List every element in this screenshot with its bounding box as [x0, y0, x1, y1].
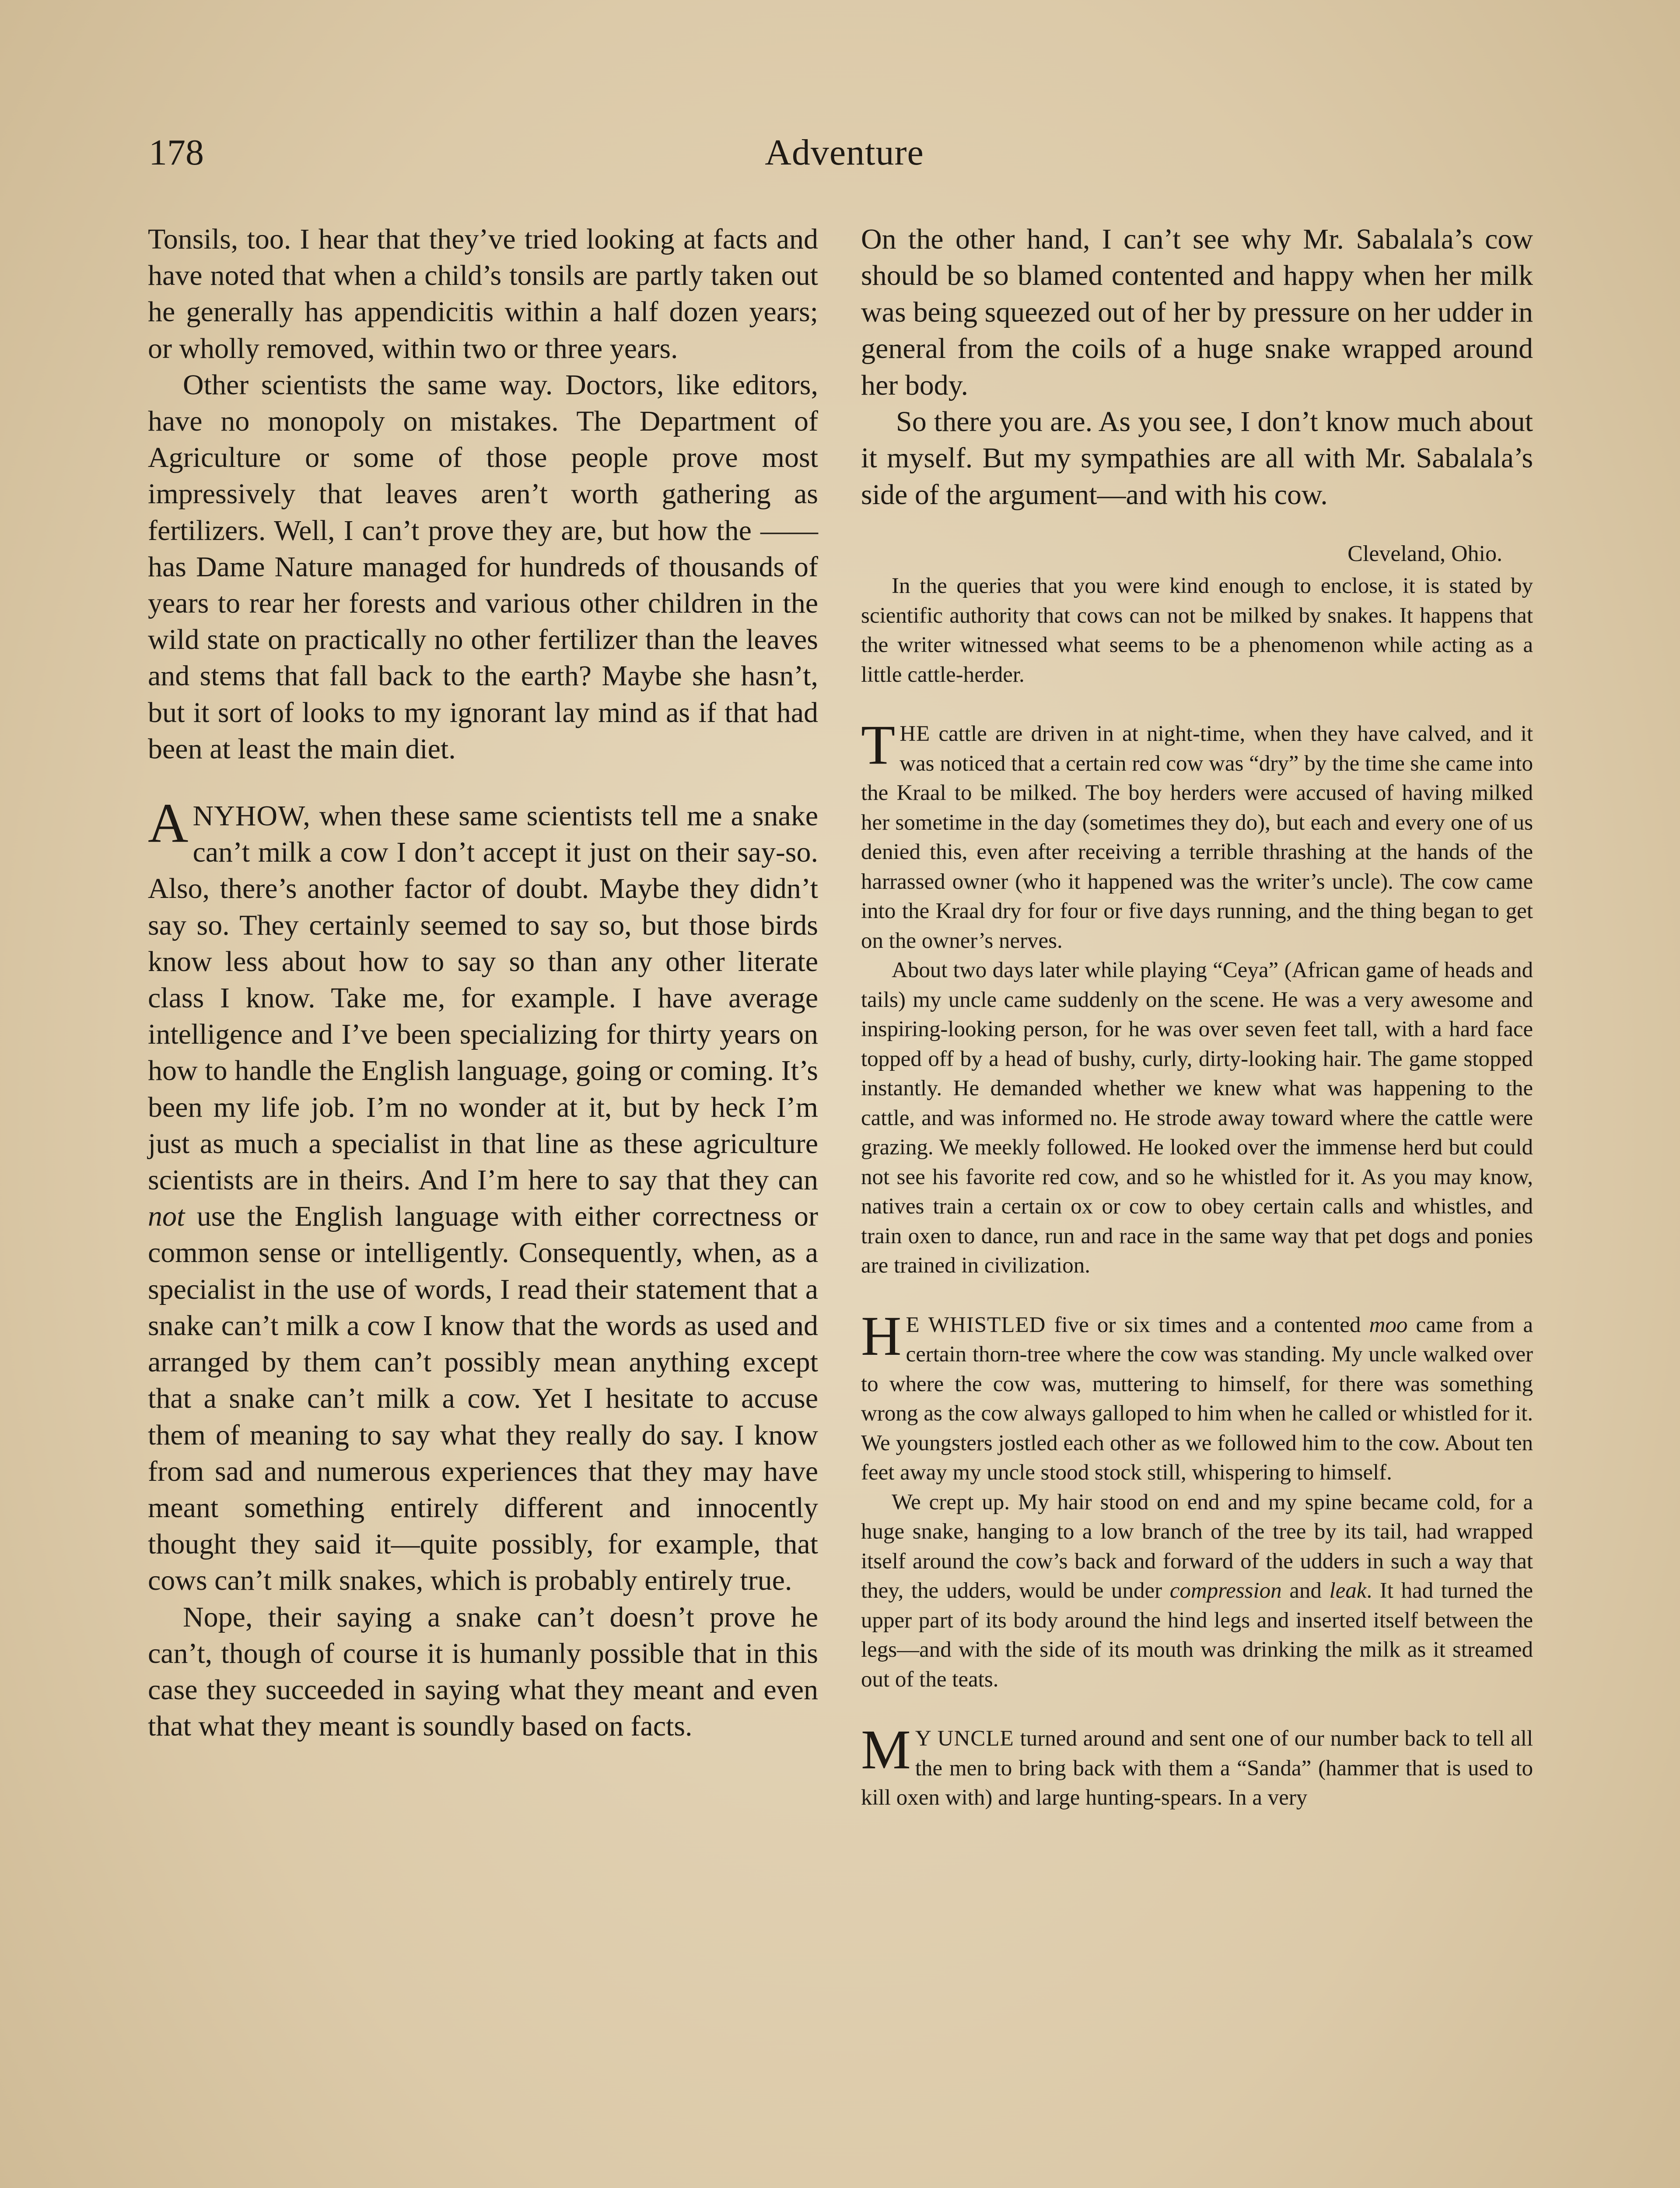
right-column [861, 221, 1533, 1813]
lead-in-caps: Y UNCLE [915, 1726, 1014, 1751]
letter-uncle: M Y UNCLE turned around and sent one of our number back to tell all the men to bring back with them a “Sanda” (hammer that is used to kill oxen with) and large hunting-spears. In a very [861, 1718, 1533, 1810]
emphasis-not: not [148, 1200, 185, 1233]
emphasis-leak: leak [1329, 1578, 1367, 1603]
emphasis-compression: compression [1169, 1578, 1282, 1603]
paragraph-anyhow: ANYHOW, when these same scientists tell me a snake can’t milk a cow I don’t accept it just on their say-so. Also, there’s another factor of doubt. Maybe they didn’t say so. They certainly seemed to say so, but those birds know less about how to say so than any other literate class I know. Take me, for example. I have average intelligence and I’ve been specializing for thirty years on how to handle the English language, going or coming. It’s been my life job. I’m no wonder at it, but by heck I’m just as much a specialist in that line as these agriculture scientists are in theirs. And I’m here to say that they can not use the English language with either correctness or common sense or intelligently. Consequently, when, as a specialist in the use of words, I read their statement that a snake can’t milk a cow I know that the words as used and arranged by them can’t possibly mean anything except that a snake can’t milk a cow. Yet I hesitate to accuse them of meaning to say what they really do say. I know from sad and numerous experiences that they may have meant something entirely different and innocently thought they said it—quite possibly, for example, that cows can’t milk snakes, which is probably entirely true. [148, 792, 818, 1597]
drop-cap: M [861, 1718, 911, 1781]
lead-in-caps: HE [900, 722, 931, 747]
drop-cap: A [148, 792, 189, 855]
letter-ceya: About two days later while playing “Ceya” (African game of heads and tails) my uncle came suddenly on the scene. He was a very awesome and inspiring-looking person, for he was over seven feet tall, with a hard face topped off by a head of bushy, curly, dirty-looking hair. The game stopped instantly. He demanded whether we knew what was happening to the cattle, and was informed no. He strode away toward where the cattle were grazing. We meekly followed. He looked over the immense herd but could not see his favorite red cow, and so he whistled for it. As you may know, natives train a certain ox or cow to obey certain calls and whistles, and train oxen to dance, run and race in the same way that pet dogs and ponies are trained in civilization. [861, 958, 1533, 1278]
paragraph-scientists: Other scientists the same way. Doctors, like editors, have no monopoly on mistakes. The Department of Agriculture or some of those people prove most impressively that leaves aren’t worth gathering as fertilizers. Well, I can’t prove they are, but how the —— has Dame Nature managed for hundreds of thousands of years to rear her forests and various other children in the wild state on practically no other fertilizer than the leaves and stems that fall back to the earth? Maybe she hasn’t, but it sort of looks to my ignorant lay mind as if that had been at least the main diet. [148, 368, 818, 765]
page-number: 178 [149, 132, 204, 173]
letter-intro: In the queries that you were kind enough to enclose, it is stated by scientific authority that cows can not be milked by snakes. It happens that the writer witnessed what seems to be a phenomenon while acting as a little cattle-herder. [861, 574, 1533, 687]
letter-whistled: H E WHISTLED five or six times and a contented moo came from a certain thorn-tree where the cow was standing. My uncle walked over to where the cow was, muttering to himself, for there was something wrong as the cow always galloped to him when he called or whistled for it. We youngsters jostled each other as we followed him to the cow. About ten feet away my uncle stood stock still, whispering to himself. [861, 1304, 1533, 1485]
left-column [148, 221, 818, 1744]
paragraph-tonsils: Tonsils, too. I hear that they’ve tried looking at facts and have noted that when a child’s tonsils are partly taken out he generally has appendicitis within a half dozen years; or wholly removed, within two or three years. [148, 223, 818, 365]
paragraph-so-there: So there you are. As you see, I don’t know much about it myself. But my sympathies are all with Mr. Sabalala’s side of the argument—and with his cow. [861, 406, 1533, 511]
letter-cattle: THE cattle are driven in at night-time, when they have calved, and it was noticed that a certain red cow was “dry” by the time she came into the Kraal to be milked. The boy herders were accused of having milked her sometime in the day (sometimes they do), but each and every one of us denied this, even after receiving a terrible thrashing at the hands of the harrassed owner (who it happened was the writer’s uncle). The cow came into the Kraal dry for four or five days running, and the thing began to get on the owner’s nerves. [861, 714, 1533, 953]
drop-cap: T [861, 714, 896, 776]
running-head: Adventure [765, 132, 924, 173]
letter-crept: We crept up. My hair stood on end and my spine became cold, for a huge snake, hanging to a low branch of the tree by its tail, had wrapped itself around the cow’s back and forward of the udders in such a way that they, the udders, would be under compression and leak. It had turned the upper part of its body around the hind legs and inserted itself between the legs—and with the side of its mouth was drinking the milk as it streamed out of the teats. [861, 1490, 1533, 1692]
letter-dateline: Cleveland, Ohio. [1348, 541, 1502, 567]
lead-in-caps: NYHOW, [192, 800, 311, 832]
paragraph-nope: Nope, their saying a snake can’t doesn’t prove he can’t, though of course it is humanly possible that in this case they succeeded in saying what they meant and even that what they meant is soundly based on facts. [148, 1601, 818, 1743]
paragraph-other-hand: On the other hand, I can’t see why Mr. Sabalala’s cow should be so blamed contented and happy when her milk was being squeezed out of her by pressure on her udder in general from the coils of a huge snake wrapped around her body. [861, 223, 1533, 401]
emphasis-moo: moo [1369, 1312, 1408, 1337]
page-header [149, 131, 1540, 179]
drop-cap: H [861, 1304, 902, 1367]
lead-in-caps: E WHISTLED [906, 1312, 1046, 1337]
